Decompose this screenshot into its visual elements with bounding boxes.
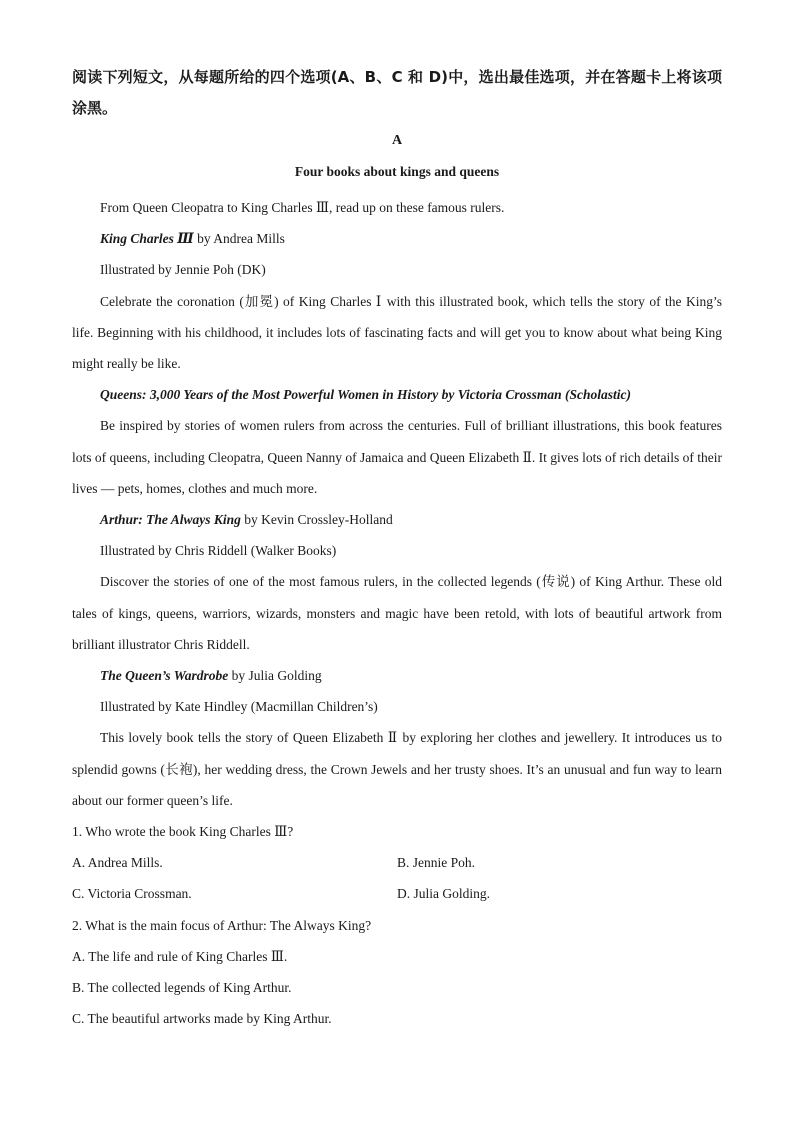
book-byline: by Julia Golding [228, 668, 322, 684]
book-heading [72, 223, 722, 254]
option-c: C. The beautiful artworks made by King Arthur. [72, 1011, 332, 1027]
option-row [72, 878, 722, 909]
option-a: A. The life and rule of King Charles Ⅲ. [72, 948, 288, 964]
book-illustrator: Illustrated by Kate Hindley (Macmillan Children’s) [100, 699, 378, 715]
book-title: King Charles Ⅲ [100, 231, 194, 247]
option-d: D. Julia Golding. [397, 886, 490, 902]
book-description: Celebrate the coronation (加冕) of King Charles Ⅰ with this illustrated book, which tells the story of the King’s life. Beginning with his childhood, it includes lots of fascinating facts and will get you to know about what being King might really be like. [72, 293, 722, 372]
question-stem: 2. What is the main focus of Arthur: The Always King? [72, 917, 372, 933]
option-b: B. The collected legends of King Arthur. [72, 980, 292, 996]
instructions: 阅读下列短文，从每题所给的四个选项(A、B、C 和 D)中，选出最佳选项，并在答题卡上将该项涂黑。 [72, 68, 722, 117]
question-stem: 1. Who wrote the book King Charles Ⅲ? [72, 824, 294, 840]
option-a: A. Andrea Mills. [72, 855, 163, 871]
option-c: C. Victoria Crossman. [72, 886, 192, 902]
book-illustrator: Illustrated by Jennie Poh (DK) [100, 262, 266, 278]
book-title: Arthur: The Always King [100, 512, 241, 528]
book-description: Be inspired by stories of women rulers from across the centuries. Full of brilliant illustrations, this book features lots of queens, including Cleopatra, Queen Nanny of Jamaica and Queen Elizabeth Ⅱ. It gives lots of rich details of their lives — pets, homes, clothes and much more. [72, 418, 722, 496]
book-byline: by Kevin Crossley-Holland [240, 512, 393, 528]
passage-title: Four books about kings and queens [294, 164, 500, 179]
book-heading [72, 379, 722, 410]
passage-intro: From Queen Cleopatra to King Charles Ⅲ, read up on these famous rulers. [100, 200, 505, 215]
book-heading [72, 660, 722, 691]
book-title: The Queen’s Wardrobe [100, 668, 229, 684]
book-heading [72, 504, 722, 535]
book-title: Queens: 3,000 Years of the Most Powerful Women in History by Victoria Crossman (Scholastic) [100, 387, 632, 403]
book-illustrator: Illustrated by Chris Riddell (Walker Books) [100, 543, 337, 559]
document-page [72, 62, 722, 1034]
option-row [72, 847, 722, 878]
section-label: A [391, 133, 403, 148]
book-description: Discover the stories of one of the most famous rulers, in the collected legends (传说) of King Arthur. These old tales of kings, queens, warriors, wizards, monsters and magic have been retold, with lots of beautiful artwork from brilliant illustrator Chris Riddell. [72, 574, 722, 652]
book-byline: by Andrea Mills [193, 231, 285, 247]
option-b: B. Jennie Poh. [397, 855, 476, 871]
book-description: This lovely book tells the story of Queen Elizabeth Ⅱ by exploring her clothes and jewellery. It introduces us to splendid gowns (长袍), her wedding dress, the Crown Jewels and her trusty shoes. It’s an unusual and fun way to learn about our former queen’s life. [72, 730, 722, 808]
